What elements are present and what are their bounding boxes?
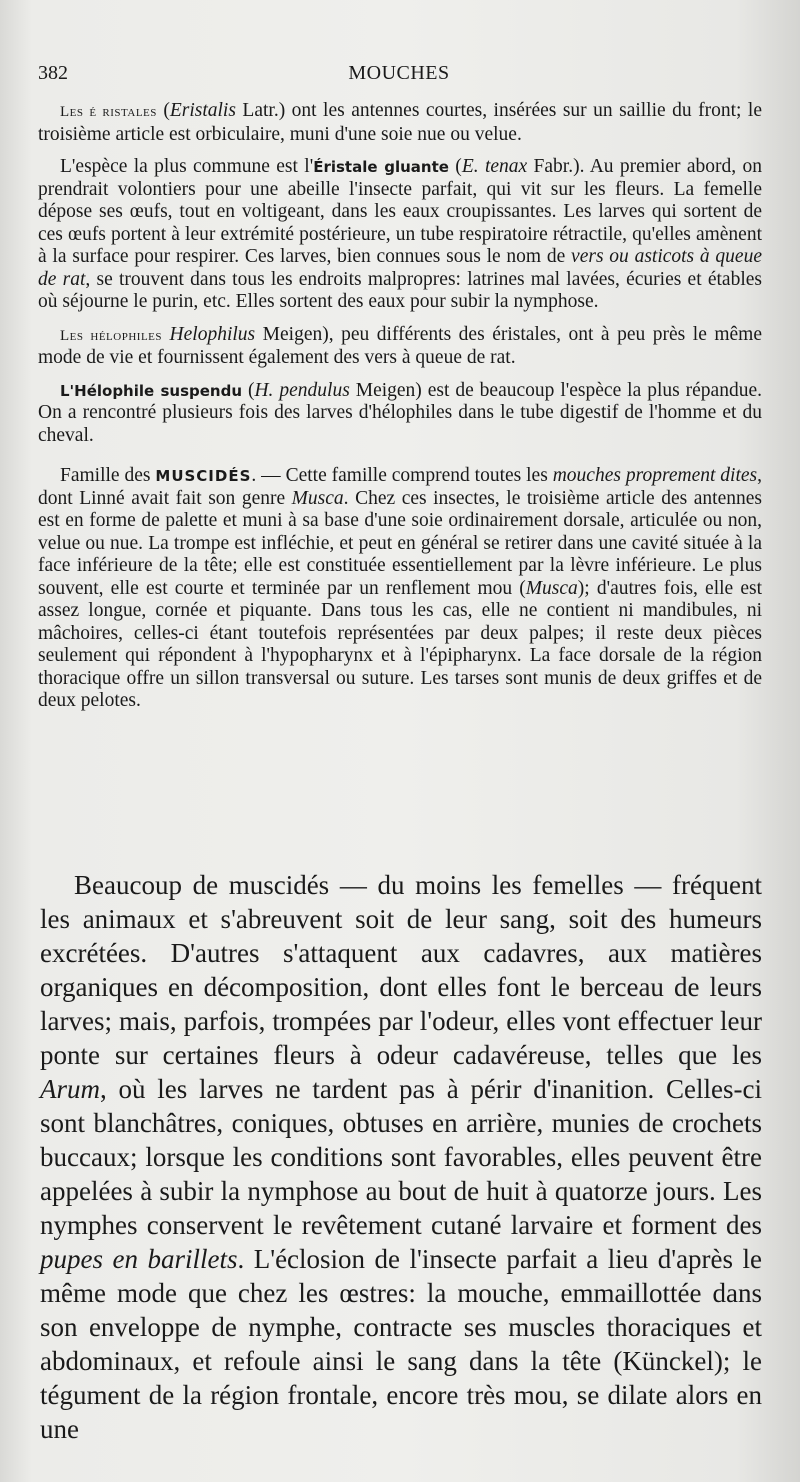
term-helophile-suspendu: L'Hélophile suspendu xyxy=(60,381,243,400)
italic-phrase: mouches proprement dites xyxy=(552,465,758,486)
paragraph-muscides: Famille des MUSCIDÉS. — Cette famille comprend toutes les mouches proprement dites, dont Linné avait fait son genre Musca. Chez ces insectes, le troisième article des antennes est en forme de palette et muni à sa base d'une soie ordinairement dorsale, articulée ou non, velue ou nue. La trompe est infléchie, et peut en général se retirer dans une cavité située à la face inférieure de la tête; elle est constituée essentiellement par la lèvre inférieure. Le plus souvent, elle est courte et terminée par un renflement mou (Musca); d'autres fois, elle est assez longue, cornée et piquante. Dans tous les cas, elle ne contient ni mandibules, ni mâchoires, celles-ci étant toutefois représentées par deux palpes; il reste deux pièces seulement qui répondent à l'hypopharynx et à l'épipharynx. La face dorsale de la région thoracique offre un sillon transversal ou suture. Les tarses sont munis de deux griffes et de deux pelotes. xyxy=(38,465,763,711)
latin-name: Arum xyxy=(40,1074,100,1104)
paragraph-helophile-suspendu: L'Hélophile suspendu (H. pendulus Meigen) est de beaucoup l'espèce la plus répandue. On a rencontré plusieurs fois des larves d'hélophiles dans le tube digestif de l'homme et du cheval. xyxy=(38,379,762,446)
page-header xyxy=(38,62,760,90)
paragraph-eristales: Les é ristales (Eristalis Latr.) ont les antennes courtes, insérées sur un saillie du front; le troisième article est orbiculaire, muni d'une soie nue ou velue. xyxy=(38,100,762,145)
paragraph-text: Fabr.). Au premier abord, on prendrait volontiers pour une abeille l'insecte parfait, qui vit sur les fleurs. La femelle dépose ses œufs, tout en voltigeant, dans les eaux croupissantes. Les larves qui sortent de ces œufs portent à leur extrémité postérieure, un tube respiratoire rétractile, qu'elles amènent à la surface pour respirer. Ces larves, bien connues sous le nom de xyxy=(38,156,763,267)
running-head: MOUCHES xyxy=(348,62,450,84)
paragraph-text: . Chez ces insectes, le troisième article des antennes est en forme de palette et muni à sa base d'une soie ordinairement dorsale, articulée ou non, velue ou nue. La trompe est infléchie, et peut en général se retirer dans une cavité située à la face inférieure de la tête; elle est constituée essentiellement par la lèvre inférieure. Le plus souvent, elle est courte et terminée par un renflement mou ( xyxy=(38,487,762,599)
paragraph-text: , se trouvent dans tous les endroits malpropres: latrines mal lavées, écuries et étables où séjourne le purin, etc. Elles sortent des eaux pour subir la nymphose. xyxy=(38,268,762,312)
large-text-block xyxy=(40,868,762,1446)
term-eristale-gluante: Éristale gluante xyxy=(313,158,449,176)
latin-name: H. pendulus xyxy=(254,379,350,401)
latin-name: Eristalis xyxy=(169,100,236,121)
paragraph-text: Meigen) est de beaucoup l'espèce la plus répandue. On a rencontré plusieurs fois des larves d'hélophiles dans le tube digestif de l'homme et du cheval. xyxy=(38,379,762,446)
latin-name: Helophilus xyxy=(169,323,256,345)
italic-phrase: vers ou asticots à queue de rat xyxy=(38,246,762,290)
paragraph-large xyxy=(40,868,762,1446)
term-eristales: Les é ristales xyxy=(60,104,157,120)
small-text-block xyxy=(38,100,762,723)
paragraph-text: Beaucoup de muscidés — du moins les femelles — fréquent les animaux et s'abreuvent soit de leur sang, soit des humeurs excrétées. D'autres s'attaquent aux cadavres, aux matières organiques en décomposition, dont elles font le berceau de leurs larves; mais, parfois, trompées par l'odeur, elles vont effectuer leur ponte sur certaines fleurs à odeur cadavéreuse, telles que les xyxy=(40,870,762,1070)
term-helophiles: Les hélophiles xyxy=(60,327,163,344)
paragraph-text: ); d'autres fois, elle est assez longue, cornée et piquante. Dans tous les cas, elle ne contient ni mandibules, ni mâchoires, celles-ci étant toutefois représentées par deux palpes; il reste deux pièces seulement qui répondent à l'hypopharynx et à l'épipharynx. La face dorsale de la région thoracique offre un sillon transversal ou suture. Les tarses sont munis de deux griffes et de deux pelotes. xyxy=(38,577,762,711)
paragraph-text: , où les larves ne tardent pas à périr d'inanition. Celles-ci sont blanchâtres, coniques, obtuses en arrière, munies de crochets buccaux; lorsque les conditions sont favorables, elles peuvent être appelées à subir la nymphose au bout de huit à quatorze jours. Les nymphes conservent le revêtement cutané larvaire et forment des xyxy=(40,1074,762,1240)
paragraph-helophiles xyxy=(38,324,762,370)
paragraph-eristale-gluante: L'espèce la plus commune est l'Éristale gluante (E. tenax Fabr.). Au premier abord, on prendrait volontiers pour une abeille l'insecte parfait, qui vit sur les fleurs. La femelle dépose ses œufs, tout en voltigeant, dans les eaux croupissantes. Les larves qui sortent de ces œufs portent à leur extrémité postérieure, un tube respiratoire rétractile, qu'elles amènent à la surface pour respirer. Ces larves, bien connues sous le nom de vers ou asticots à queue de rat, se trouvent dans tous les endroits malpropres: latrines mal lavées, écuries et étables où séjourne le purin, etc. Elles sortent des eaux pour subir la nymphose. xyxy=(38,156,763,312)
paragraph-text: Meigen), peu différents des éristales, ont à peu près le même mode de vie et fournissent également des vers à queue de rat. xyxy=(38,323,763,368)
paragraph-text: Latr.) ont les antennes courtes, insérées sur un saillie du front; le troisième article est orbiculaire, muni d'une soie nue ou velue. xyxy=(38,100,762,145)
latin-name: Musca xyxy=(525,577,578,599)
italic-phrase: pupes en barillets xyxy=(40,1244,238,1274)
latin-name: E. tenax xyxy=(461,156,528,177)
page-number: 382 xyxy=(38,62,68,84)
term-muscides: MUSCIDÉS xyxy=(155,467,252,485)
paragraph-text: . L'éclosion de l'insecte parfait a lieu d'après le même mode que chez les œstres: la mouche, emmaillottée dans son enveloppe de nymphe, contracte ses muscles thoraciques et abdominaux, et refoule ainsi le sang dans la tête (Künckel); le tégument de la région frontale, encore très mou, se dilate alors en une xyxy=(40,1244,763,1444)
latin-name: Musca xyxy=(291,487,344,509)
